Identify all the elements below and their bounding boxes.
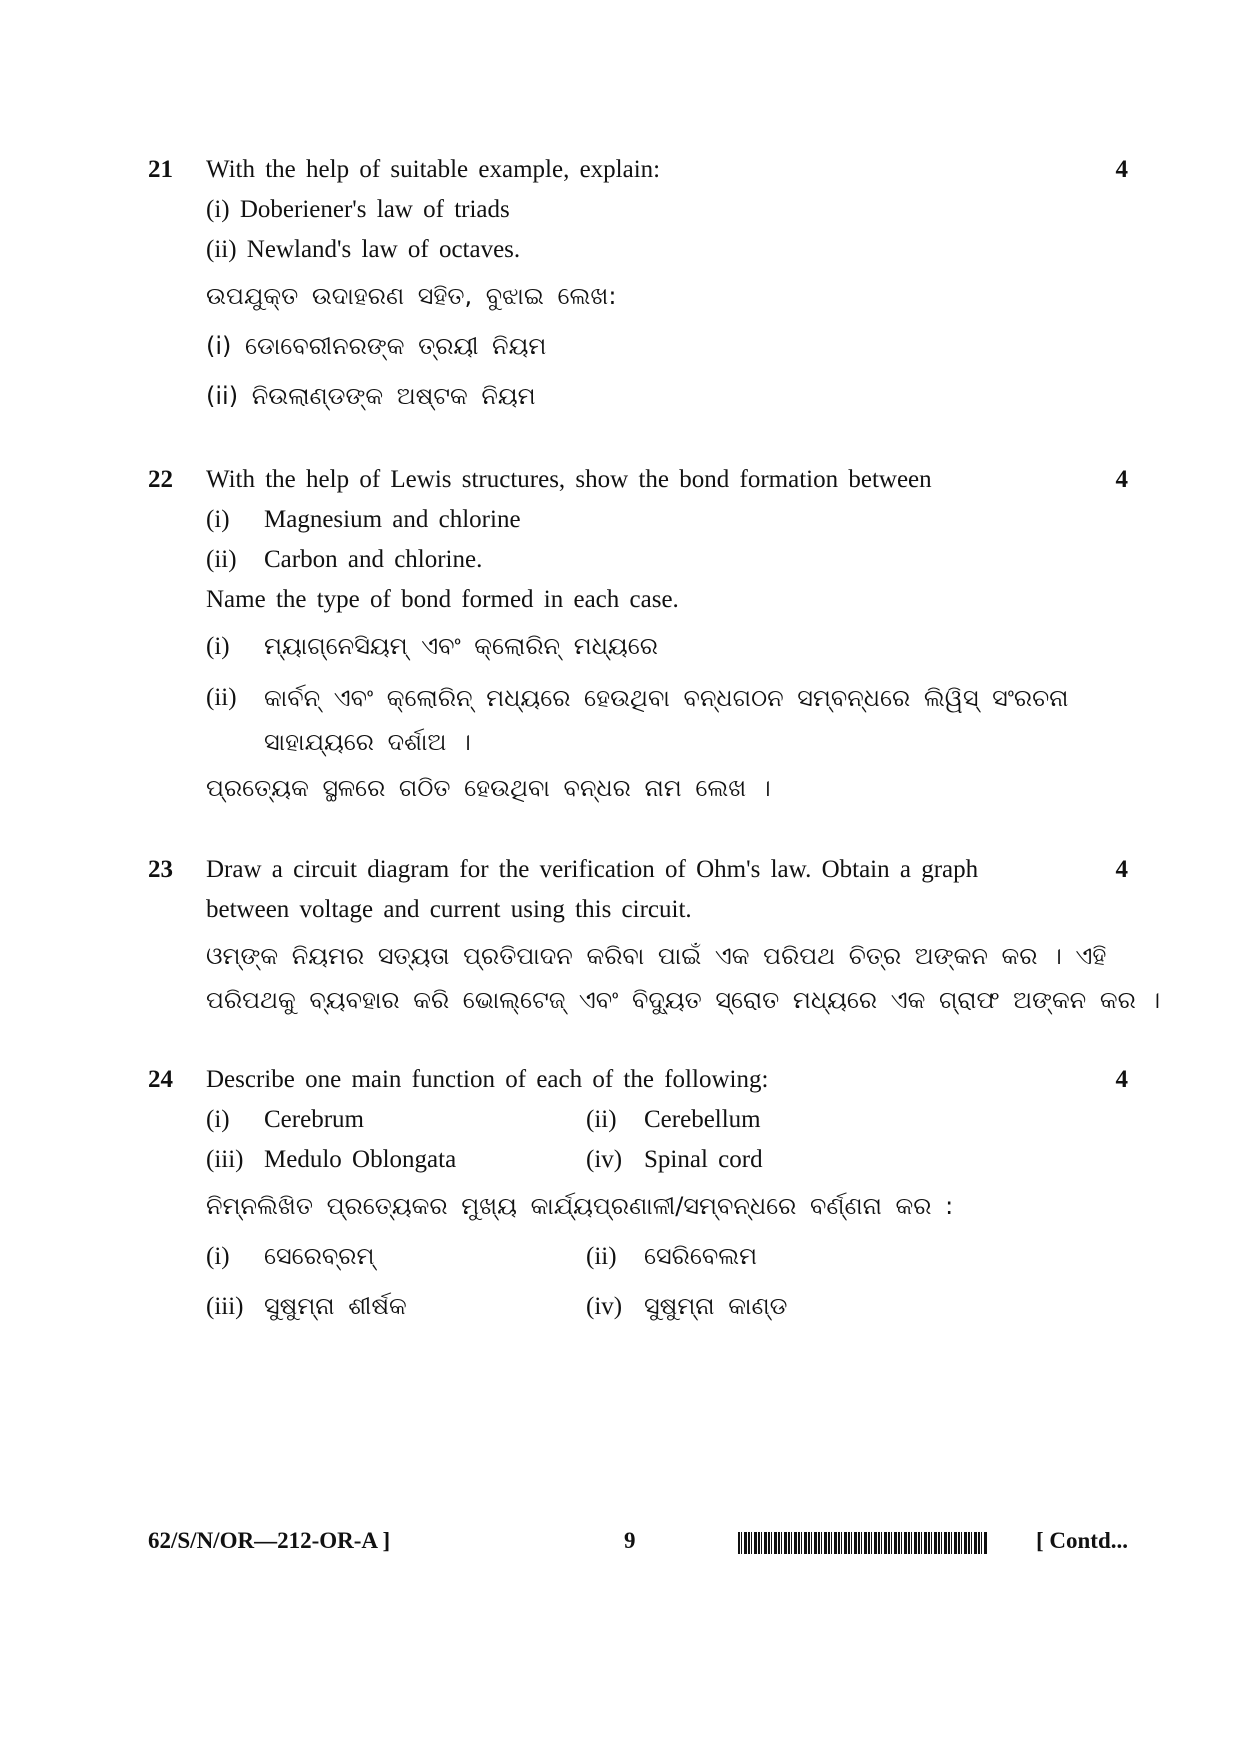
item-label: (i) [206, 1243, 230, 1270]
question-instruction-en: Name the type of bond formed in each case. [206, 586, 679, 613]
question-marks: 4 [1115, 1066, 1128, 1093]
item-text: Cerebellum [644, 1106, 761, 1133]
list-item [586, 1292, 787, 1321]
question-text-en: Draw a circuit diagram for the verification of Ohm's law. Obtain a graph [206, 856, 979, 883]
list-item: (i) Doberiener's law of triads [206, 196, 510, 223]
list-item [206, 632, 658, 661]
list-item: (i) ଡୋବେରୀନରଙ୍କ ତ୍ରୟୀ ନିୟମ [206, 332, 547, 360]
item-text: ସୁଷୁମ୍ନା କାଣ୍ଡ [644, 1292, 788, 1320]
question-text-en: With the help of suitable example, explain: [206, 156, 661, 183]
item-text: Spinal cord [644, 1146, 763, 1173]
item-label: (ii) [586, 1243, 617, 1270]
paper-code: 62/S/N/OR—212-OR-A ] [148, 1528, 391, 1553]
question-text-od: ଓମ୍‌ଙ୍କ ନିୟମର ସତ୍ୟତା ପ୍ରତିପାଦନ କରିବା ପାଇଁ ଏକ ପରିପଥ ଚିତ୍ର ଅଙ୍କନ କର । ଏହି [206, 942, 1107, 970]
question-text-od: ପରିପଥକୁ ବ୍ୟବହାର କରି ଭୋଲ୍‌ଟେଜ୍ ଏବଂ ବିଦ୍ୟୁତ ସ୍ରୋତ ମଧ୍ୟରେ ଏକ ଗ୍ରାଫ ଅଙ୍କନ କର । [206, 986, 1161, 1014]
item-text: କାର୍ବନ୍ ଏବଂ କ୍ଲୋରିନ୍ ମଧ୍ୟରେ ହେଉଥିବା ବନ୍ଧଗଠନ ସମ୍ବନ୍ଧରେ ଲିୱିସ୍ ସଂରଚନା ସାହାଯ୍ୟରେ ଦର୍ଶାଅ । [264, 684, 1069, 756]
list-item [586, 1106, 761, 1134]
list-item [206, 546, 482, 574]
item-label: (iii) [206, 1293, 244, 1320]
item-text: ସେରେବ୍ରମ୍ [264, 1242, 375, 1270]
question-marks: 4 [1115, 856, 1128, 883]
item-label: (iv) [586, 1146, 623, 1173]
continued-label: [ Contd... [1035, 1528, 1128, 1553]
list-item [206, 1106, 364, 1134]
item-label: (ii) [206, 684, 237, 711]
question-number: 21 [148, 156, 173, 183]
page-footer [148, 1528, 1128, 1558]
question-marks: 4 [1115, 466, 1128, 493]
list-item: (ii) Newland's law of octaves. [206, 236, 521, 263]
list-item [206, 676, 1086, 764]
item-text: ସୁଷୁମ୍ନା ଶୀର୍ଷକ [264, 1292, 407, 1320]
question-text-od: ନିମ୍ନଲିଖିତ ପ୍ରତ୍ୟେକର ମୁଖ୍ୟ କାର୍ଯ୍ୟପ୍ରଣାଳୀ/ସମ୍ବନ୍ଧରେ ବର୍ଣ୍ଣନା କର : [206, 1192, 954, 1220]
item-label: (iv) [586, 1293, 623, 1320]
item-label: (ii) [206, 546, 237, 573]
page-number: 9 [624, 1528, 636, 1553]
question-number: 24 [148, 1066, 173, 1093]
list-item [206, 506, 521, 534]
question-number: 22 [148, 466, 173, 493]
item-text: Cerebrum [264, 1106, 364, 1133]
question-text-od: ଉପଯୁକ୍ତ ଉଦାହରଣ ସହିତ, ବୁଝାଇ ଲେଖ: [206, 282, 617, 310]
item-text: Medulo Oblongata [264, 1146, 457, 1173]
list-item [206, 1146, 456, 1174]
question-text-en: Describe one main function of each of the following: [206, 1066, 769, 1093]
item-label: (ii) [586, 1106, 617, 1133]
list-item [206, 1242, 374, 1271]
item-label: (iii) [206, 1146, 244, 1173]
barcode-image [738, 1532, 988, 1554]
list-item [586, 1242, 757, 1271]
question-text-en: With the help of Lewis structures, show the bond formation between [206, 466, 932, 493]
list-item [206, 1292, 407, 1321]
question-number: 23 [148, 856, 173, 883]
question-text-en: between voltage and current using this circuit. [206, 896, 692, 923]
item-text: Magnesium and chlorine [264, 506, 521, 533]
item-label: (i) [206, 1106, 230, 1133]
question-marks: 4 [1115, 156, 1128, 183]
question-instruction-od: ପ୍ରତ୍ୟେକ ସ୍ଥଳରେ ଗଠିତ ହେଉଥିବା ବନ୍ଧର ନାମ ଲେଖ । [206, 774, 771, 802]
item-text: ସେରିବେଲମ [644, 1242, 758, 1270]
item-text: Carbon and chlorine. [264, 546, 483, 573]
item-label: (i) [206, 506, 230, 533]
list-item: (ii) ନିଉଲାଣ୍ଡଙ୍କ ଅଷ୍ଟକ ନିୟମ [206, 382, 536, 410]
item-text: ମ୍ୟାଗ୍ନେସିୟମ୍ ଏବଂ କ୍ଲୋରିନ୍ ମଧ୍ୟରେ [264, 632, 658, 660]
list-item [586, 1146, 763, 1174]
item-label: (i) [206, 633, 230, 660]
